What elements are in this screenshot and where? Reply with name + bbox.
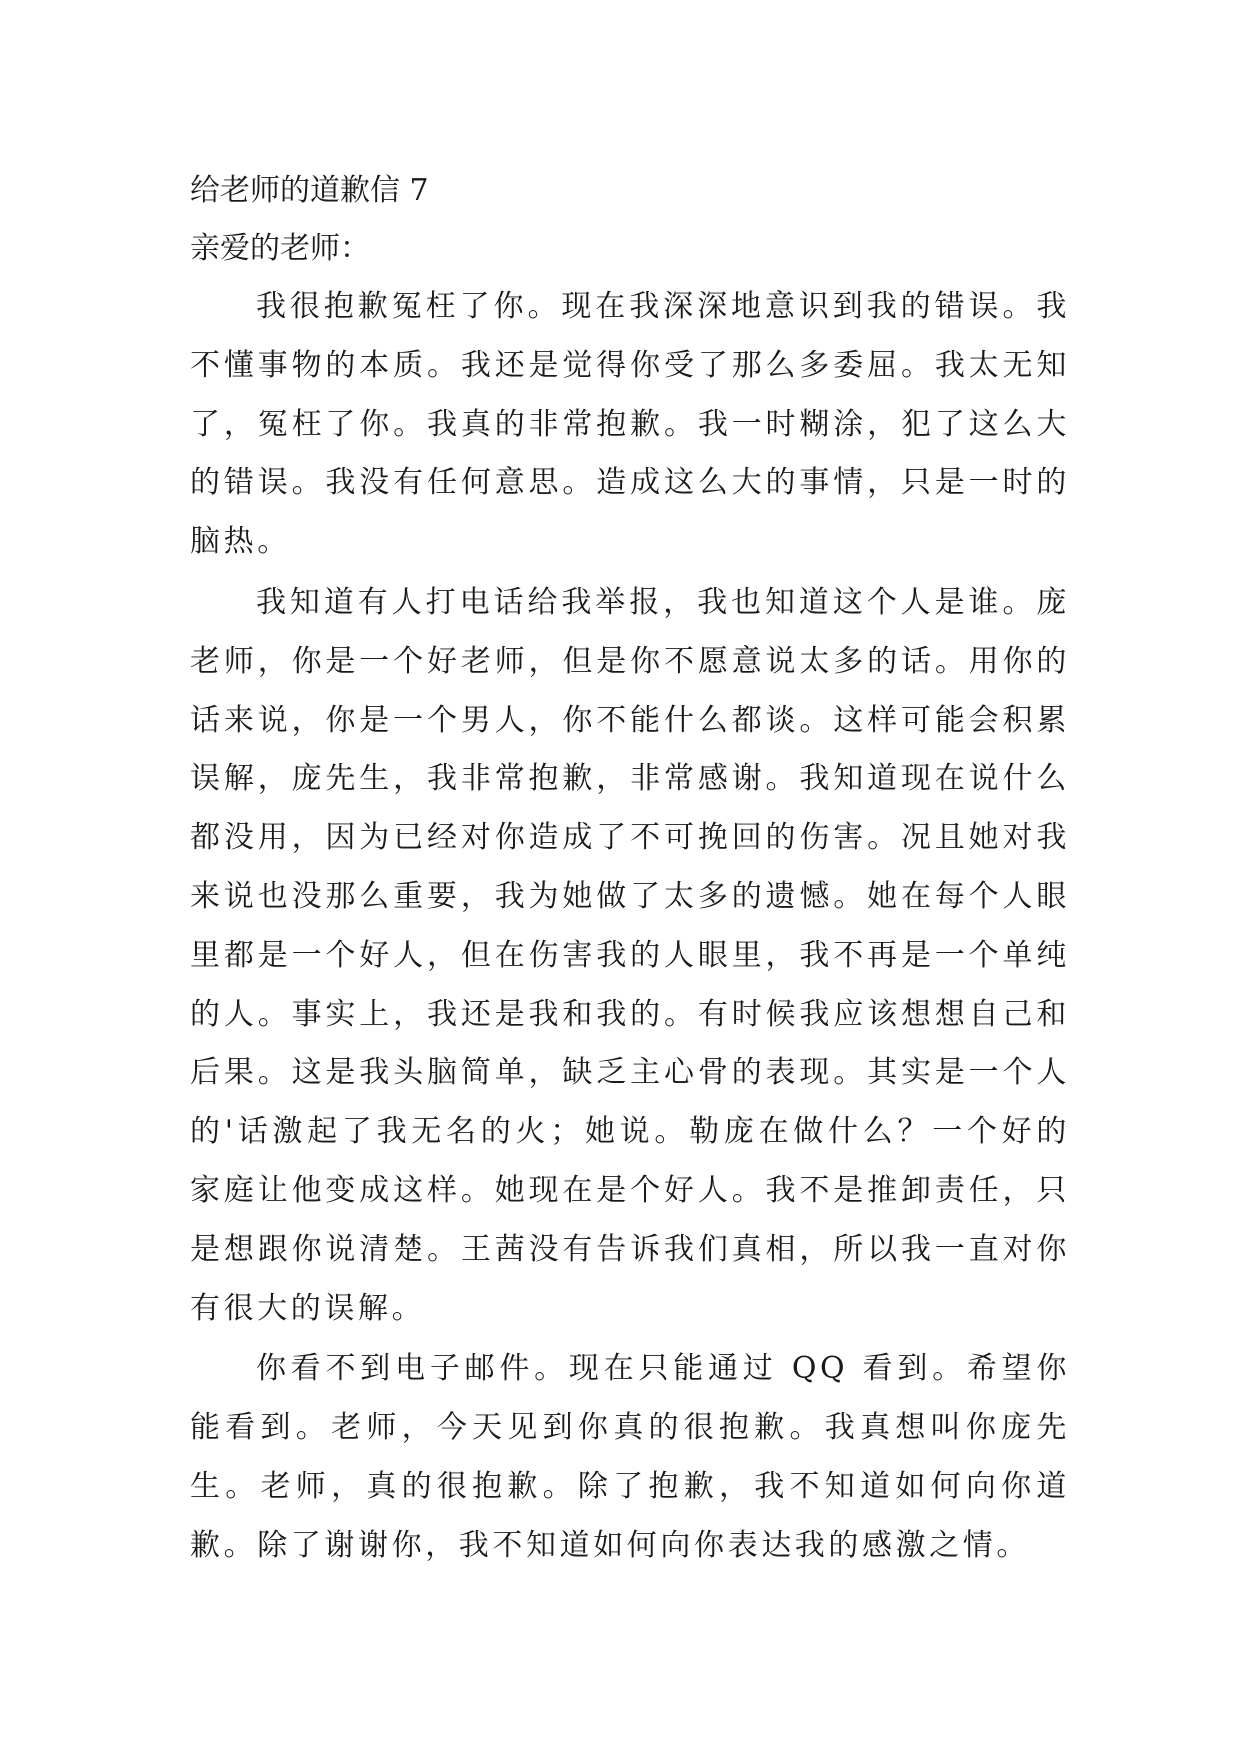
document-title: 给老师的道歉信 7 (190, 173, 429, 208)
document-page (190, 162, 1070, 1578)
salutation: 亲爱的老师： (190, 231, 370, 266)
paragraph-3: 你看不到电子邮件。现在只能通过 QQ 看到。希望你能看到。老师，今天见到你真的很抱歉。我真想叫你庞先生。老师，真的很抱歉。除了抱歉，我不知道如何向你道歉。除了谢谢你，我不知道如何向你表达我的感激之情。 (190, 1351, 1070, 1563)
paragraph-2: 我知道有人打电话给我举报，我也知道这个人是谁。庞老师，你是一个好老师，但是你不愿意说太多的话。用你的话来说，你是一个男人，你不能什么都谈。这样可能会积累误解，庞先生，我非常抱歉，非常感谢。我知道现在说什么都没用，因为已经对你造成了不可挽回的伤害。况且她对我来说也没那么重要，我为她做了太多的遗憾。她在每个人眼里都是一个好人，但在伤害我的人眼里，我不再是一个单纯的人。事实上，我还是我和我的。有时候我应该想想自己和后果。这是我头脑简单，缺乏主心骨的表现。其实是一个人的'话激起了我无名的火；她说。勒庞在做什么？一个好的家庭让他变成这样。她现在是个好人。我不是推卸责任，只是想跟你说清楚。王茜没有告诉我们真相，所以我一直对你有很大的误解。 (190, 584, 1070, 1326)
paragraph-1: 我很抱歉冤枉了你。现在我深深地意识到我的错误。我不懂事物的本质。我还是觉得你受了那么多委屈。我太无知了，冤枉了你。我真的非常抱歉。我一时糊涂，犯了这么大的错误。我没有任何意思。造成这么大的事情，只是一时的脑热。 (190, 289, 1070, 560)
